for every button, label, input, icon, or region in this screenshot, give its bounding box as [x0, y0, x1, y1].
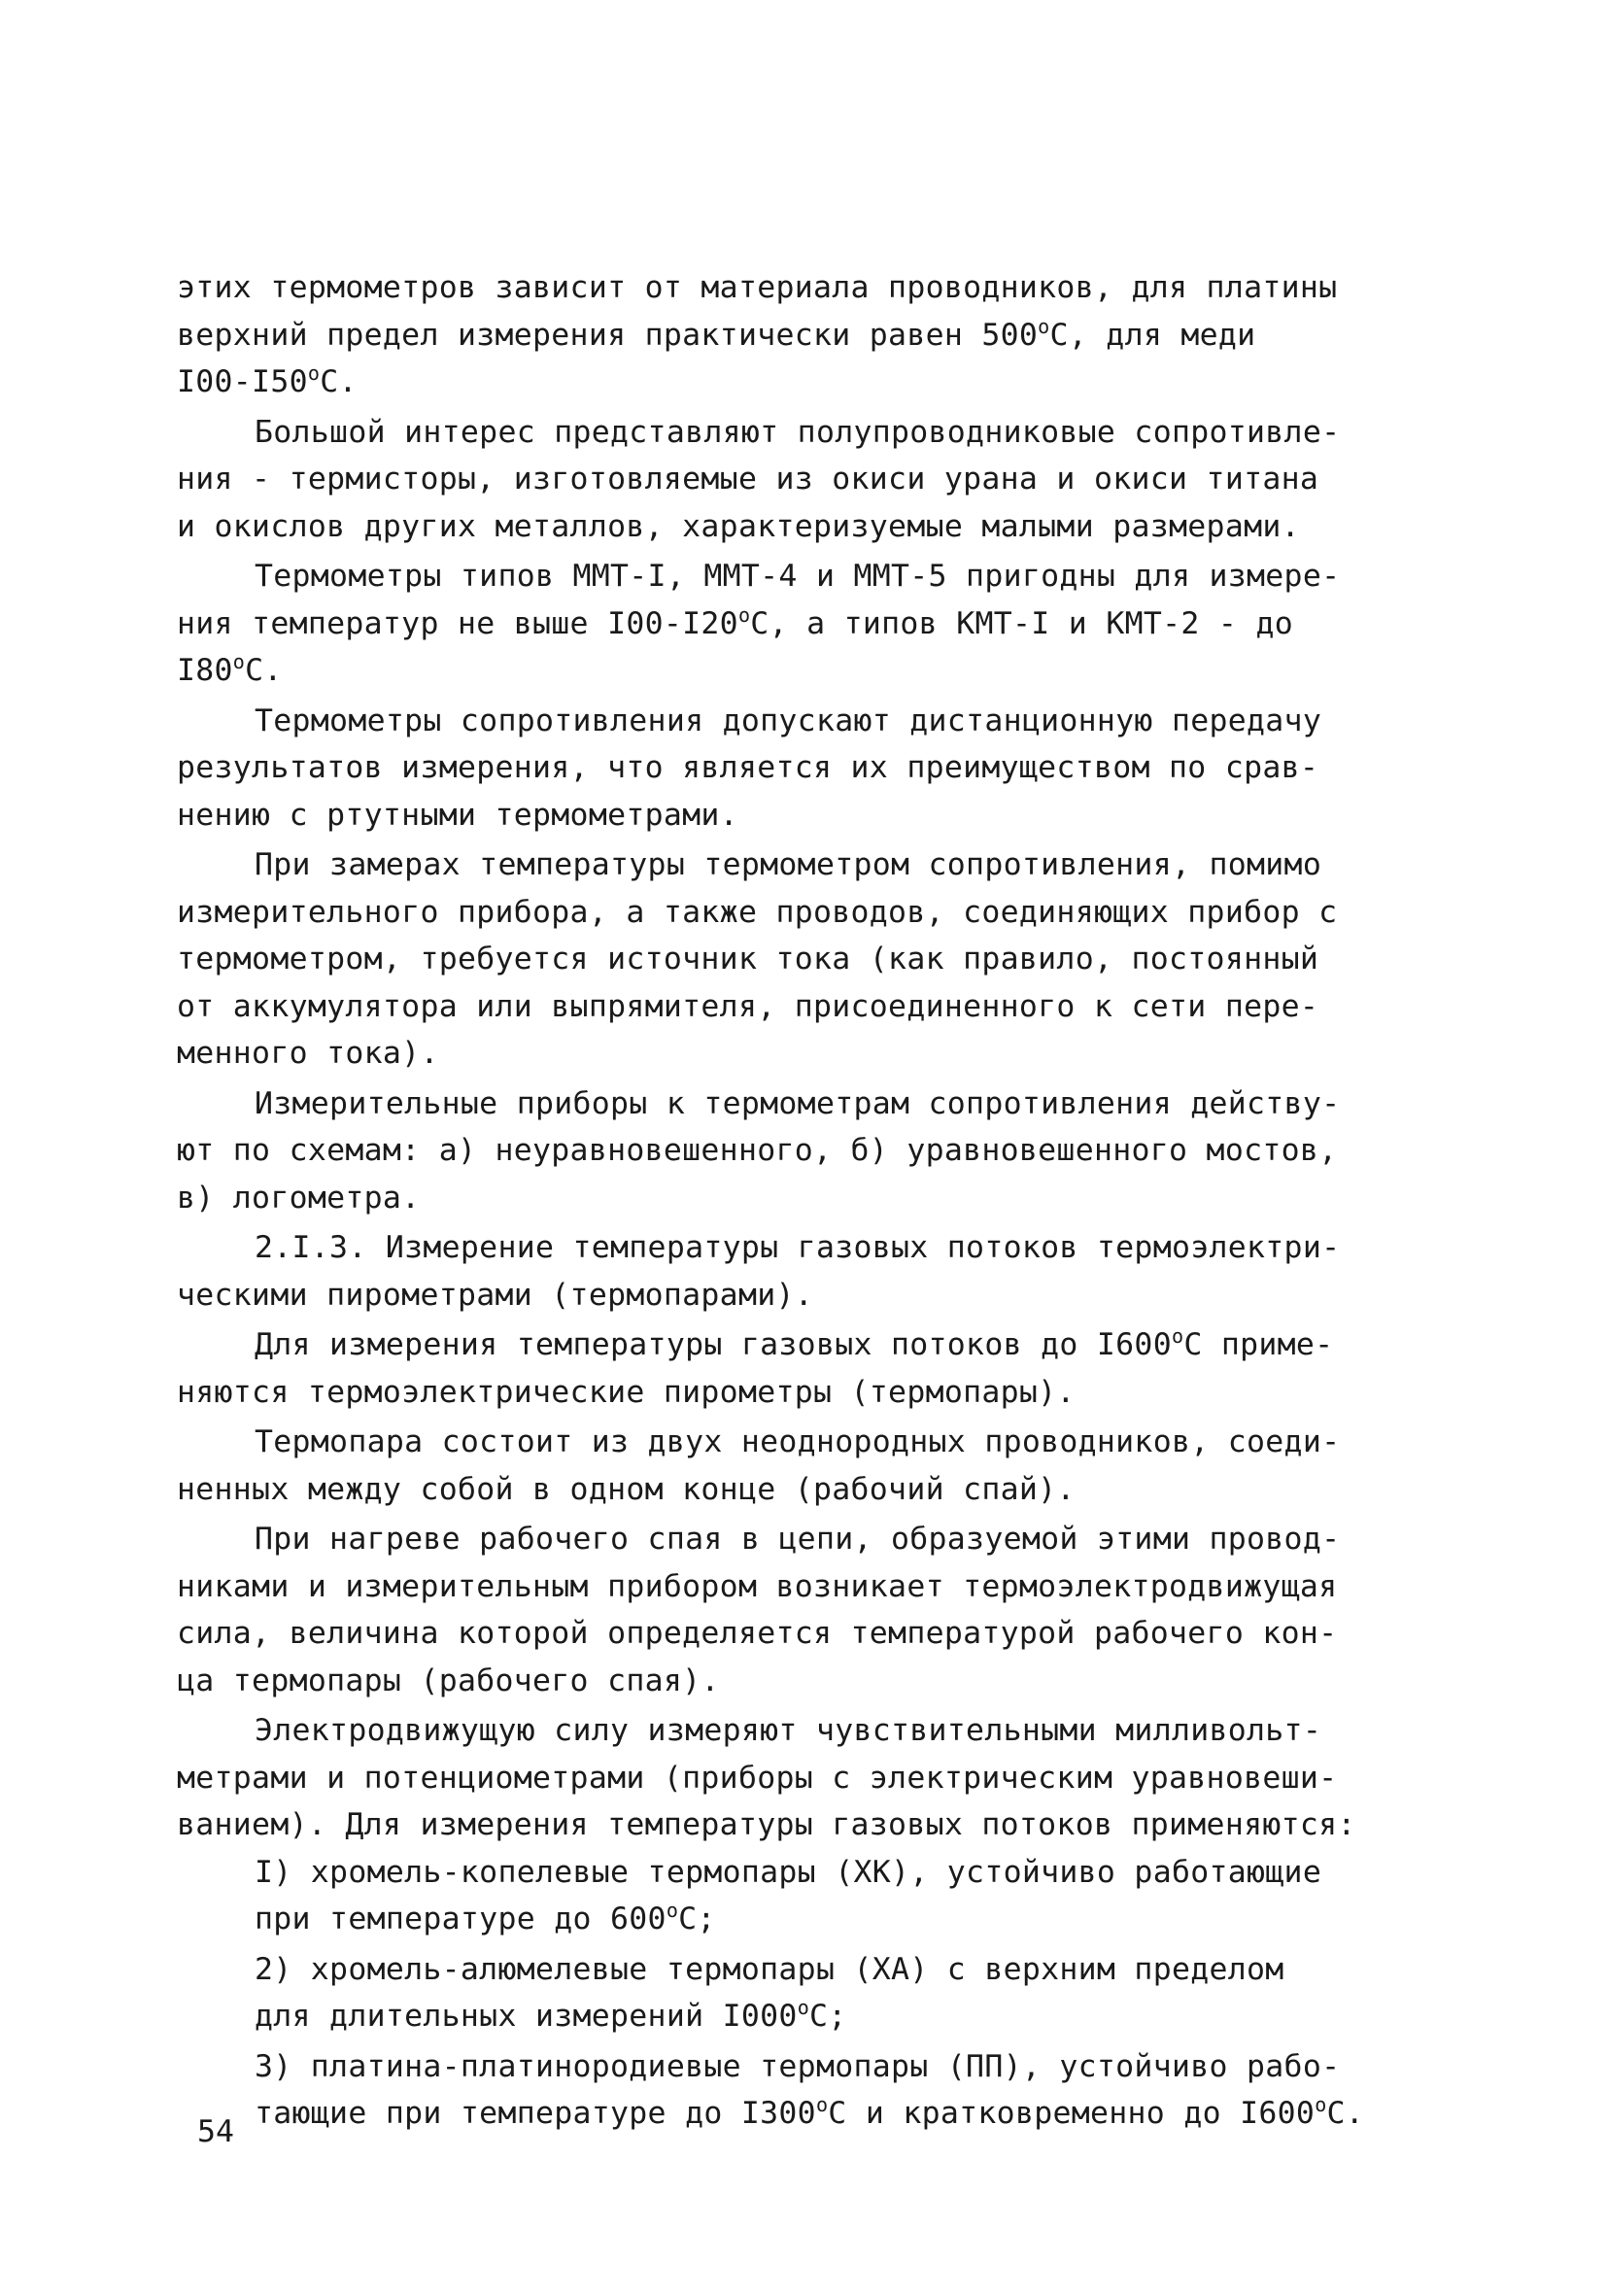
text-line: При замерах температуры термометром сопротивления, помимо [255, 847, 1322, 882]
paragraph [177, 698, 1430, 840]
paragraph [177, 1080, 1430, 1222]
paragraph [177, 1321, 1430, 1416]
text-line: Измерительные приборы к термометрам сопротивления действу- [255, 1085, 1341, 1121]
paragraph [177, 409, 1430, 551]
text-line: I) хромель-копелевые термопары (ХК), устойчиво работающие [255, 1854, 1322, 1890]
text-line: ца термопары (рабочего спая). [177, 1662, 720, 1698]
paragraph [177, 1419, 1430, 1513]
text-line: Большой интерес представляют полупроводниковые сопротивле- [255, 414, 1341, 450]
paragraph [177, 1707, 1430, 1849]
text-line: верхний предел измерения практически равен 500$^o$С, для меди [177, 314, 1256, 353]
list-item [177, 2043, 1430, 2138]
text-line: при температуре до 600$^o$С; [255, 1899, 716, 1936]
text-line: сила, величина которой определяется температурой рабочего кон- [177, 1616, 1338, 1651]
degree-symbol: o [232, 650, 246, 673]
text-line: ческими пирометрами (термопарами). [177, 1277, 813, 1313]
text-line: нению с ртутными термометрами. [177, 797, 738, 833]
text-line: тающие при температуре до I300$^o$С и кратковременно до I600$^o$С. [255, 2093, 1365, 2131]
text-line: Термопара состоит из двух неоднородных проводников, соеди- [255, 1424, 1341, 1459]
text-line: для длительных измерений I000$^o$С; [255, 1996, 847, 2034]
text-line: При нагреве рабочего спая в цепи, образуемой этими провод- [255, 1522, 1341, 1557]
text-line: и окислов других металлов, характеризуемые малыми размерами. [177, 508, 1300, 544]
degree-symbol: o [797, 1996, 810, 2019]
text-line: от аккумулятора или выпрямителя, присоединенного к сети пере- [177, 988, 1319, 1024]
list-item [177, 1849, 1430, 1943]
text-line: няются термоэлектрические пирометры (термопары). [177, 1374, 1076, 1410]
section-heading [177, 1224, 1430, 1319]
text-line: менного тока). [177, 1036, 439, 1071]
page-number: 54 [197, 2114, 234, 2149]
text-line: Электродвижущую силу измеряют чувствительными милливольт- [255, 1713, 1322, 1748]
list-item [177, 1946, 1430, 2040]
degree-symbol: o [1171, 1324, 1184, 1348]
text-line: ния - термисторы, изготовляемые из окиси урана и окиси титана [177, 462, 1319, 497]
text-line: результатов измерения, что является их преимуществом по срав- [177, 750, 1319, 785]
text-line: ненных между собой в одном конце (рабочий спай). [177, 1471, 1076, 1507]
paragraph [177, 1516, 1430, 1704]
degree-symbol: o [737, 602, 751, 627]
body-text [177, 264, 1430, 2138]
text-line: Термометры сопротивления допускают дистанционную передачу [255, 703, 1322, 738]
text-line: Термометры типов ММТ-I, ММТ-4 и ММТ-5 пригодны для измере- [255, 559, 1341, 594]
text-line: ванием). Для измерения температуры газовых потоков применяются: [177, 1807, 1356, 1842]
text-line: 2) хромель-алюмелевые термопары (ХА) с верхним пределом [255, 1951, 1284, 1987]
text-line: Для измерения температуры газовых потоков до I600$^o$С приме- [255, 1324, 1334, 1362]
text-line: ния температур не выше I00-I20$^o$С, а типов КМТ-I и КМТ-2 - до [177, 602, 1293, 641]
text-line: измерительного прибора, а также проводов, соединяющих прибор с [177, 894, 1338, 930]
text-line: I80$^o$С. [177, 650, 283, 688]
degree-symbol: o [307, 361, 321, 385]
text-line: 2.I.3. Измерение температуры газовых потоков термоэлектри- [255, 1230, 1341, 1265]
paragraph [177, 553, 1430, 695]
paragraph [177, 264, 1430, 406]
degree-symbol: o [1038, 314, 1050, 338]
text-line: этих термометров зависит от материала проводников, для платины [177, 270, 1338, 305]
text-line: 3) платина-платинородиевые термопары (ПП), устойчиво рабо- [255, 2048, 1341, 2084]
text-line: I00-I50$^o$С. [177, 361, 358, 399]
degree-symbol: o [1315, 2093, 1327, 2116]
text-line: никами и измерительным прибором возникает термоэлектродвижущая [177, 1568, 1338, 1604]
text-line: метрами и потенциометрами (приборы с электрическим уравновеши- [177, 1760, 1338, 1796]
paragraph [177, 841, 1430, 1078]
degree-symbol: o [815, 2093, 829, 2116]
text-line: термометром, требуется источник тока (как правило, постоянный [177, 942, 1319, 977]
degree-symbol: o [666, 1899, 679, 1922]
text-line: в) логометра. [177, 1180, 421, 1216]
text-line: ют по схемам: а) неуравновешенного, б) уравновешенного мостов, [177, 1133, 1338, 1168]
